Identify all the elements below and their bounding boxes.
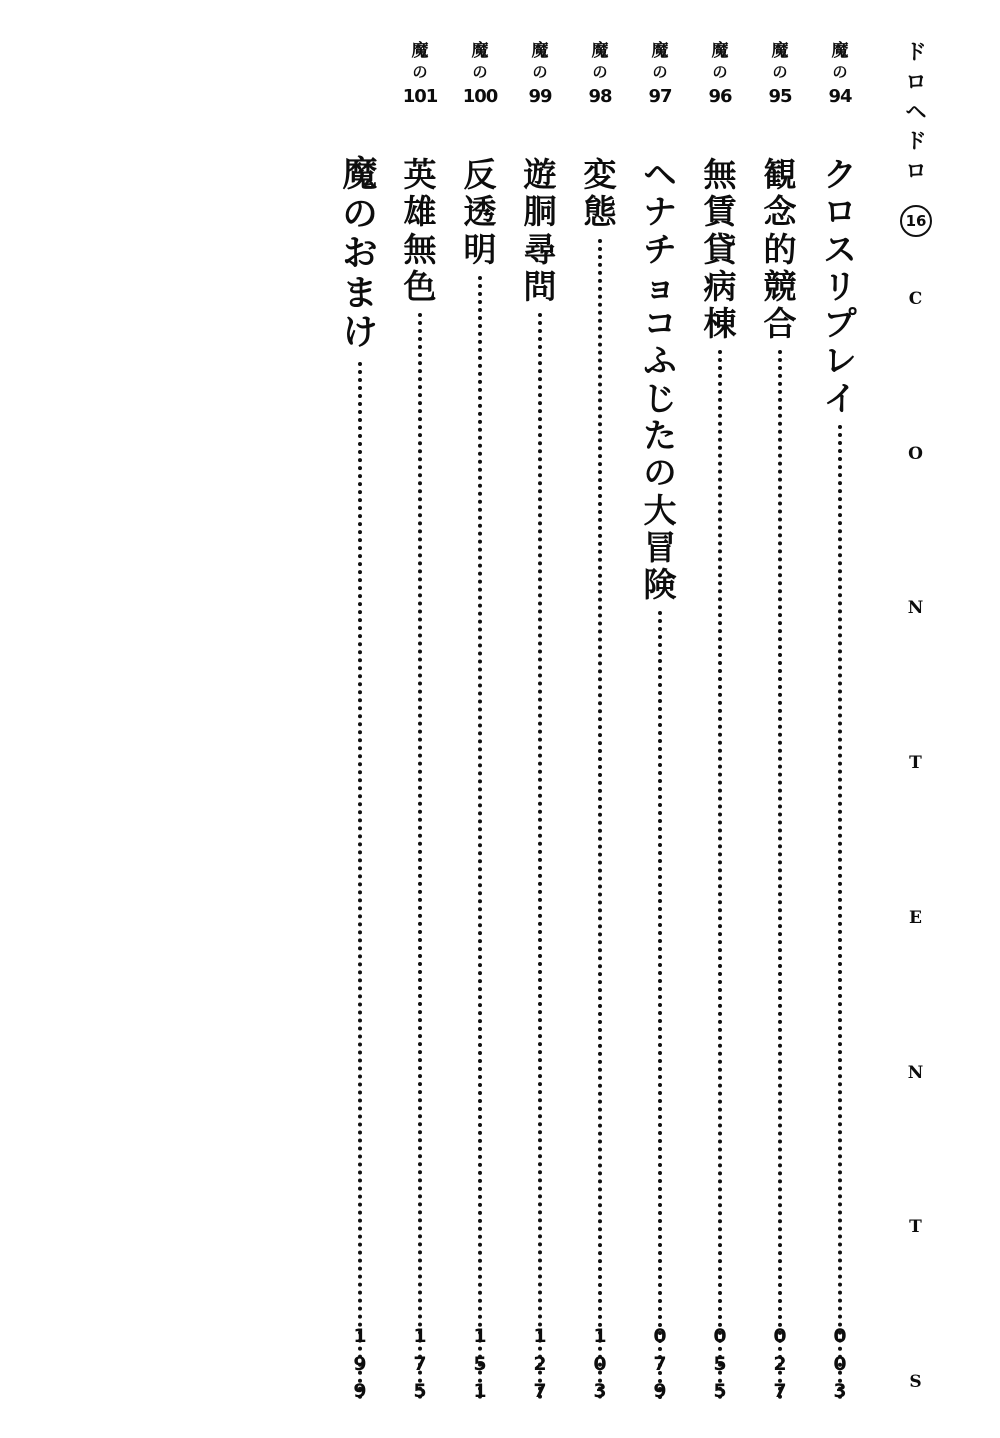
page-number-digit: 0 (773, 1325, 787, 1348)
page-number-digit: 1 (413, 1325, 427, 1348)
chapter-title-char: の (342, 194, 378, 235)
chapter-title-char: 雄 (403, 192, 437, 232)
toc-entry[interactable] (570, 38, 630, 1406)
page-number (390, 1323, 450, 1406)
chapter-number (768, 38, 791, 154)
chapter-title (342, 156, 377, 354)
page-number-digit: 7 (773, 1380, 787, 1403)
toc-entry[interactable] (510, 38, 570, 1406)
page-number-digit: 7 (413, 1352, 427, 1375)
dotted-leader (478, 276, 482, 1400)
toc-entry[interactable] (390, 38, 450, 1406)
page-number-digit: 5 (713, 1380, 727, 1403)
chapter-number (648, 38, 671, 154)
page-number-digit: 0 (713, 1325, 727, 1348)
chapter-title-char: 的 (763, 229, 797, 269)
chapter-prefix-char: 魔 (411, 41, 429, 61)
chapter-particle-char: の (532, 63, 548, 82)
chapter-number-value: 96 (708, 85, 732, 107)
page-number-digit: 1 (473, 1325, 487, 1348)
page-number (810, 1323, 870, 1406)
chapter-title-char: 態 (583, 192, 617, 232)
chapter-title-char: リ (823, 266, 857, 306)
chapter-title-char: コ (643, 304, 677, 344)
chapter-title-char: 念 (763, 192, 797, 232)
contents-label-char: E (909, 907, 923, 928)
chapter-title-char: 魔 (342, 155, 378, 195)
dotted-leader (838, 425, 842, 1400)
series-title-char: ド (905, 129, 927, 154)
chapter-title-char: イ (823, 378, 857, 418)
chapter-prefix-char: 魔 (591, 41, 609, 61)
page-number (750, 1323, 810, 1406)
chapter-number (403, 38, 438, 154)
chapter-title-char: 賃 (703, 192, 737, 232)
chapter-title-char: 競 (763, 266, 797, 306)
chapter-title (824, 156, 857, 417)
chapter-title-char: 胴 (523, 192, 557, 232)
page-number-digit: 1 (593, 1325, 607, 1348)
chapter-title-char: レ (823, 341, 857, 381)
chapter-particle-char: の (712, 63, 728, 82)
chapter-number-value: 95 (768, 85, 792, 107)
chapter-title (524, 156, 557, 305)
page-number-digit: 3 (593, 1380, 607, 1403)
chapter-number-value: 99 (528, 85, 552, 107)
chapter-title-char: の (643, 453, 677, 493)
page-number (570, 1323, 630, 1406)
chapter-number (708, 38, 731, 154)
chapter-title (584, 156, 617, 231)
chapter-title (704, 156, 737, 342)
contents-label-char: O (908, 443, 924, 464)
page-number-digit: 1 (353, 1325, 367, 1348)
toc-entry[interactable] (630, 38, 690, 1406)
chapter-title-char: ふ (643, 341, 677, 381)
chapter-title-char: 英 (403, 155, 437, 194)
chapter-number (588, 38, 611, 154)
series-title-char: ヘ (905, 99, 927, 124)
chapter-title-char: お (342, 234, 378, 275)
page-number-digit: 9 (653, 1380, 667, 1403)
page-number-digit: 0 (833, 1325, 847, 1348)
chapter-title-char: 合 (763, 304, 797, 344)
chapter-title (404, 156, 437, 305)
toc-entry[interactable] (690, 38, 750, 1406)
chapter-title (764, 156, 797, 342)
chapter-prefix-char: 魔 (711, 41, 729, 61)
chapter-particle-char: の (772, 63, 788, 82)
chapter-title-char: 遊 (523, 155, 557, 194)
chapter-title-char: 透 (463, 192, 497, 232)
chapter-title-char: 大 (643, 490, 677, 530)
page-number (330, 1323, 390, 1406)
page-number-digit: 5 (413, 1380, 427, 1403)
page-header (894, 38, 938, 1398)
page-number-digit: 1 (533, 1325, 547, 1348)
page-number (450, 1323, 510, 1406)
chapter-title-char: プ (823, 304, 857, 344)
chapter-title-char: 病 (703, 266, 737, 306)
dotted-leader (658, 611, 662, 1400)
contents-label-char: N (907, 1062, 925, 1083)
series-title-char: ド (905, 40, 927, 64)
chapter-number-value: 97 (648, 85, 672, 107)
chapter-particle-char: の (832, 63, 848, 82)
chapter-particle-char: の (592, 63, 608, 82)
page-number-digit: 9 (353, 1352, 367, 1375)
chapter-particle-char: の (652, 63, 668, 82)
dotted-leader (778, 350, 782, 1400)
toc-entry[interactable] (750, 38, 810, 1406)
volume-badge: 16 (900, 205, 932, 237)
chapter-title-char: じ (643, 378, 677, 418)
chapter-prefix-char: 魔 (771, 41, 789, 61)
page-number-digit: 2 (533, 1352, 547, 1375)
page-number-digit: 0 (833, 1352, 847, 1375)
page-number-digit: 3 (833, 1380, 847, 1403)
page-number-digit: 0 (653, 1325, 667, 1348)
chapter-title-char: 冒 (643, 527, 677, 567)
chapter-particle-char: の (472, 63, 488, 82)
page-number-digit: 0 (593, 1352, 607, 1375)
chapter-title-char: 貸 (703, 229, 737, 269)
chapter-title-char: 色 (403, 266, 437, 306)
contents-label-char: T (909, 753, 923, 774)
chapter-title-char: チ (643, 229, 677, 269)
chapter-title-char: ョ (643, 266, 677, 306)
dotted-leader (598, 239, 602, 1400)
chapter-number-value: 100 (462, 85, 498, 107)
chapter-number-value: 98 (588, 85, 612, 107)
page-number (510, 1323, 570, 1406)
chapter-prefix-char: 魔 (471, 41, 489, 61)
chapter-title-char: 無 (403, 229, 437, 269)
chapter-particle-char: の (412, 63, 428, 82)
page-number (630, 1323, 690, 1406)
chapter-prefix-char: 魔 (531, 41, 549, 61)
chapter-title-char: 変 (583, 155, 617, 194)
chapter-number-value: 94 (828, 85, 852, 107)
page-number-digit: 9 (353, 1380, 367, 1403)
chapter-prefix-char: 魔 (651, 41, 669, 61)
chapter-title-char: ヘ (643, 155, 677, 194)
chapter-title-char: 無 (703, 155, 737, 194)
page-number-digit: 7 (533, 1380, 547, 1403)
dotted-leader (418, 313, 422, 1400)
contents-label-char: T (909, 1217, 923, 1238)
chapter-title-char: け (342, 313, 378, 354)
chapter-title (644, 156, 677, 603)
series-title (906, 38, 927, 187)
chapter-title-char: た (643, 415, 677, 455)
chapter-title-char: ス (823, 229, 857, 269)
chapter-prefix-char: 魔 (831, 41, 849, 61)
series-title-char: ロ (905, 69, 927, 94)
contents-label (908, 289, 925, 1398)
page-number-digit: 5 (713, 1352, 727, 1375)
chapter-title-char: 尋 (523, 229, 557, 269)
chapter-title-char: 問 (523, 266, 557, 306)
table-of-contents (330, 38, 870, 1406)
contents-label-char: S (909, 1371, 923, 1392)
chapter-title-char: ロ (823, 192, 857, 232)
chapter-number (828, 38, 851, 154)
page-number-digit: 7 (653, 1352, 667, 1375)
chapter-title-char: ナ (643, 192, 677, 232)
dotted-leader (538, 313, 542, 1400)
toc-entry[interactable] (450, 38, 510, 1406)
chapter-title-char: ク (823, 155, 857, 194)
series-title-char: ロ (905, 159, 927, 184)
contents-label-char: C (908, 289, 924, 310)
dotted-leader (358, 362, 362, 1400)
chapter-title-char: 明 (463, 229, 497, 269)
page-number (690, 1323, 750, 1406)
chapter-title (464, 156, 497, 268)
chapter-number (463, 38, 498, 154)
chapter-title-char: 反 (463, 155, 497, 194)
chapter-title-char: 険 (643, 565, 677, 605)
contents-label-char: N (907, 598, 925, 619)
page-number-digit: 2 (773, 1352, 787, 1375)
toc-entry[interactable] (810, 38, 870, 1406)
chapter-title-char: ま (342, 273, 378, 314)
chapter-title-char: 観 (763, 155, 797, 194)
chapter-number-value: 101 (402, 85, 438, 107)
dotted-leader (718, 350, 722, 1400)
chapter-title-char: 棟 (703, 304, 737, 344)
chapter-number (528, 38, 551, 154)
toc-entry[interactable] (330, 38, 390, 1406)
page-number-digit: 1 (473, 1380, 487, 1403)
page-number-digit: 5 (473, 1352, 487, 1375)
